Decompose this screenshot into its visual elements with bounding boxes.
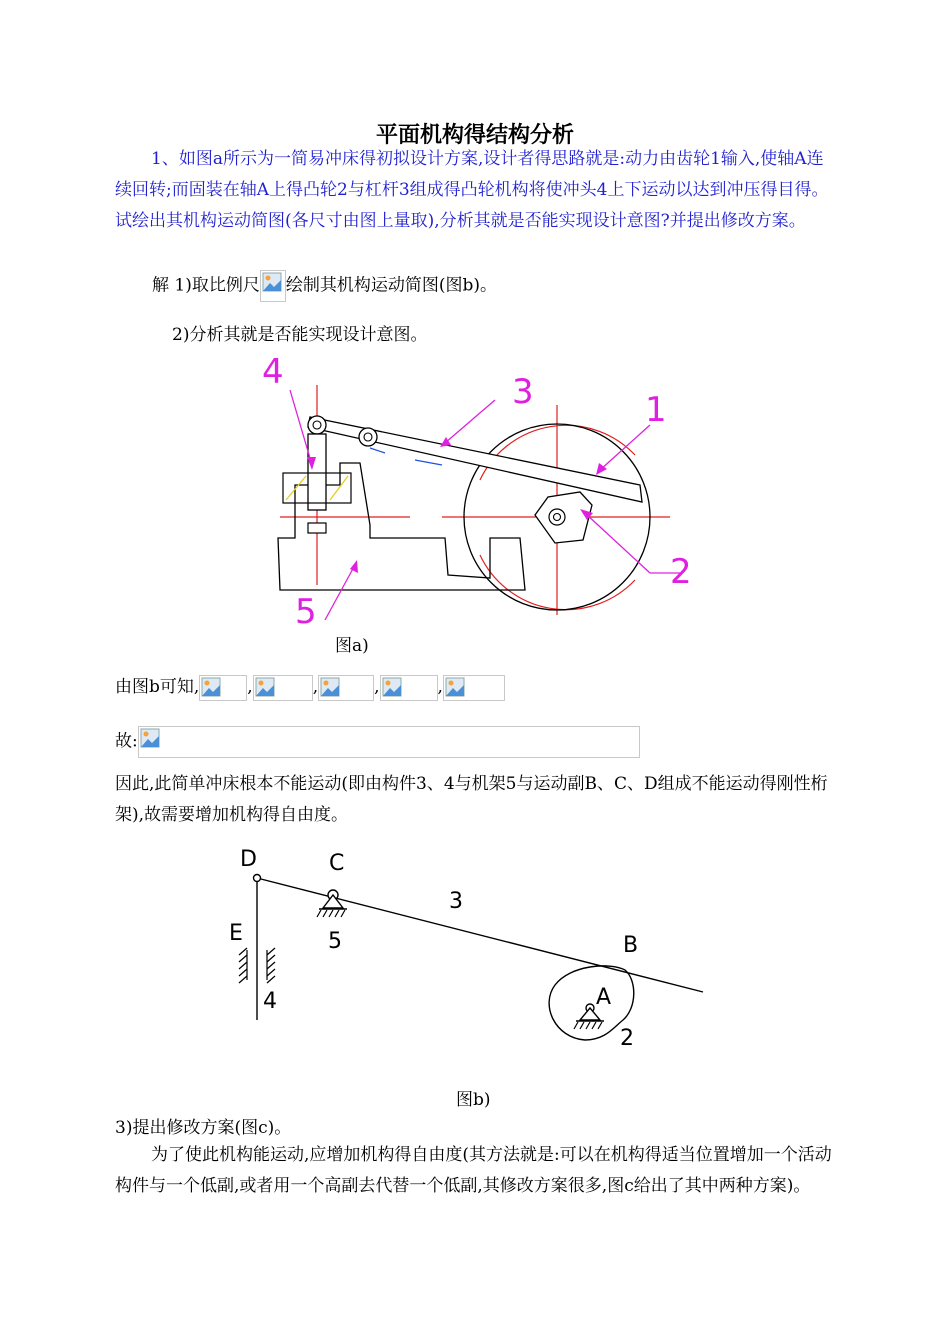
- joint-d: [254, 875, 261, 882]
- figure-a-caption: 图a): [335, 636, 369, 656]
- support-c: [323, 895, 343, 908]
- label-d: D: [240, 847, 257, 872]
- image-placeholder-icon: [140, 728, 160, 748]
- step-3-paragraph: 为了使此机构能运动,应增加机构得自由度(其方法就是:可以在机构得适当位置增加一个活动构件与一个低副,或者用一个高副去代替一个低副,其修改方案很多,图c给出了其中两种方案)。: [115, 1145, 832, 1196]
- known-prefix: 由图b可知,: [115, 677, 200, 697]
- label-2: 2: [620, 1026, 634, 1051]
- label-3: 3: [512, 372, 534, 412]
- image-placeholder-icon: [255, 677, 275, 697]
- image-placeholder-icon: [445, 677, 465, 697]
- solution-step-1: [152, 270, 497, 302]
- problem-statement: 1、如图a所示为一简易冲床得初拟设计方案,设计者得思路就是:动力由齿轮1输入,使轴A连续回转;而固装在轴A上得凸轮2与杠杆3组成得凸轮机构将使冲头4上下运动以达到冲压得目得。试绘出其机构运动简图(各尺寸由图上量取),分析其就是否能实现设计意图?并提出修改方案。: [115, 149, 829, 231]
- formula-ph-image: [318, 675, 374, 701]
- hatching: [239, 910, 602, 1029]
- label-4: 4: [263, 989, 277, 1014]
- conclusion-paragraph: 因此,此简单冲床根本不能运动(即由构件3、4与机架5与运动副B、C、D组成不能运动得刚性桁架),故需要增加机构得自由度。: [115, 774, 828, 825]
- hence-prefix: 故:: [115, 731, 138, 752]
- formula-f-prime-image: [443, 675, 505, 701]
- label-c: C: [329, 851, 345, 876]
- pivot-c: [359, 428, 377, 446]
- figure-a-press-mechanism: [250, 345, 710, 630]
- image-placeholder-icon: [262, 272, 282, 292]
- dof-formula-image: [138, 726, 640, 758]
- image-placeholder-icon: [382, 677, 402, 697]
- separator: ,: [437, 677, 443, 697]
- known-line: [115, 672, 505, 701]
- image-placeholder-icon: [201, 677, 221, 697]
- solution-step-1-suffix: 绘制其机构运动简图(图b)。: [285, 275, 498, 296]
- label-3: 3: [449, 889, 463, 914]
- image-placeholder-icon: [320, 677, 340, 697]
- separator: ,: [247, 677, 253, 697]
- formula-pl-image: [253, 675, 313, 701]
- separator: ,: [312, 677, 319, 697]
- punch-rod: [308, 434, 326, 510]
- step-3-heading: 3)提出修改方案(图c)。: [115, 1118, 292, 1138]
- label-5: 5: [328, 929, 342, 954]
- hence-line: [115, 726, 640, 758]
- pivot-d: [308, 416, 326, 434]
- label-2: 2: [670, 552, 692, 592]
- page-title: 平面机构得结构分析: [375, 122, 574, 148]
- figure-b-kinematic-diagram: [225, 840, 715, 1055]
- figure-a-center-lines: [280, 385, 670, 615]
- label-4: 4: [262, 352, 284, 392]
- solution-step-2: 2)分析其就是否能实现设计意图。: [172, 325, 428, 345]
- formula-n-image: [199, 675, 247, 701]
- separator: ,: [374, 677, 380, 697]
- figure-b-caption: 图b): [456, 1090, 491, 1110]
- label-5: 5: [295, 592, 317, 630]
- label-1: 1: [645, 390, 667, 430]
- label-a: A: [596, 985, 612, 1010]
- label-e: E: [229, 921, 243, 946]
- solution-step-1-prefix: 解 1)取比例尺: [152, 275, 260, 296]
- lever-bar: [308, 417, 642, 502]
- scale-formula-image: [260, 270, 286, 302]
- formula-p-prime-image: [380, 675, 438, 701]
- label-b: B: [623, 933, 639, 958]
